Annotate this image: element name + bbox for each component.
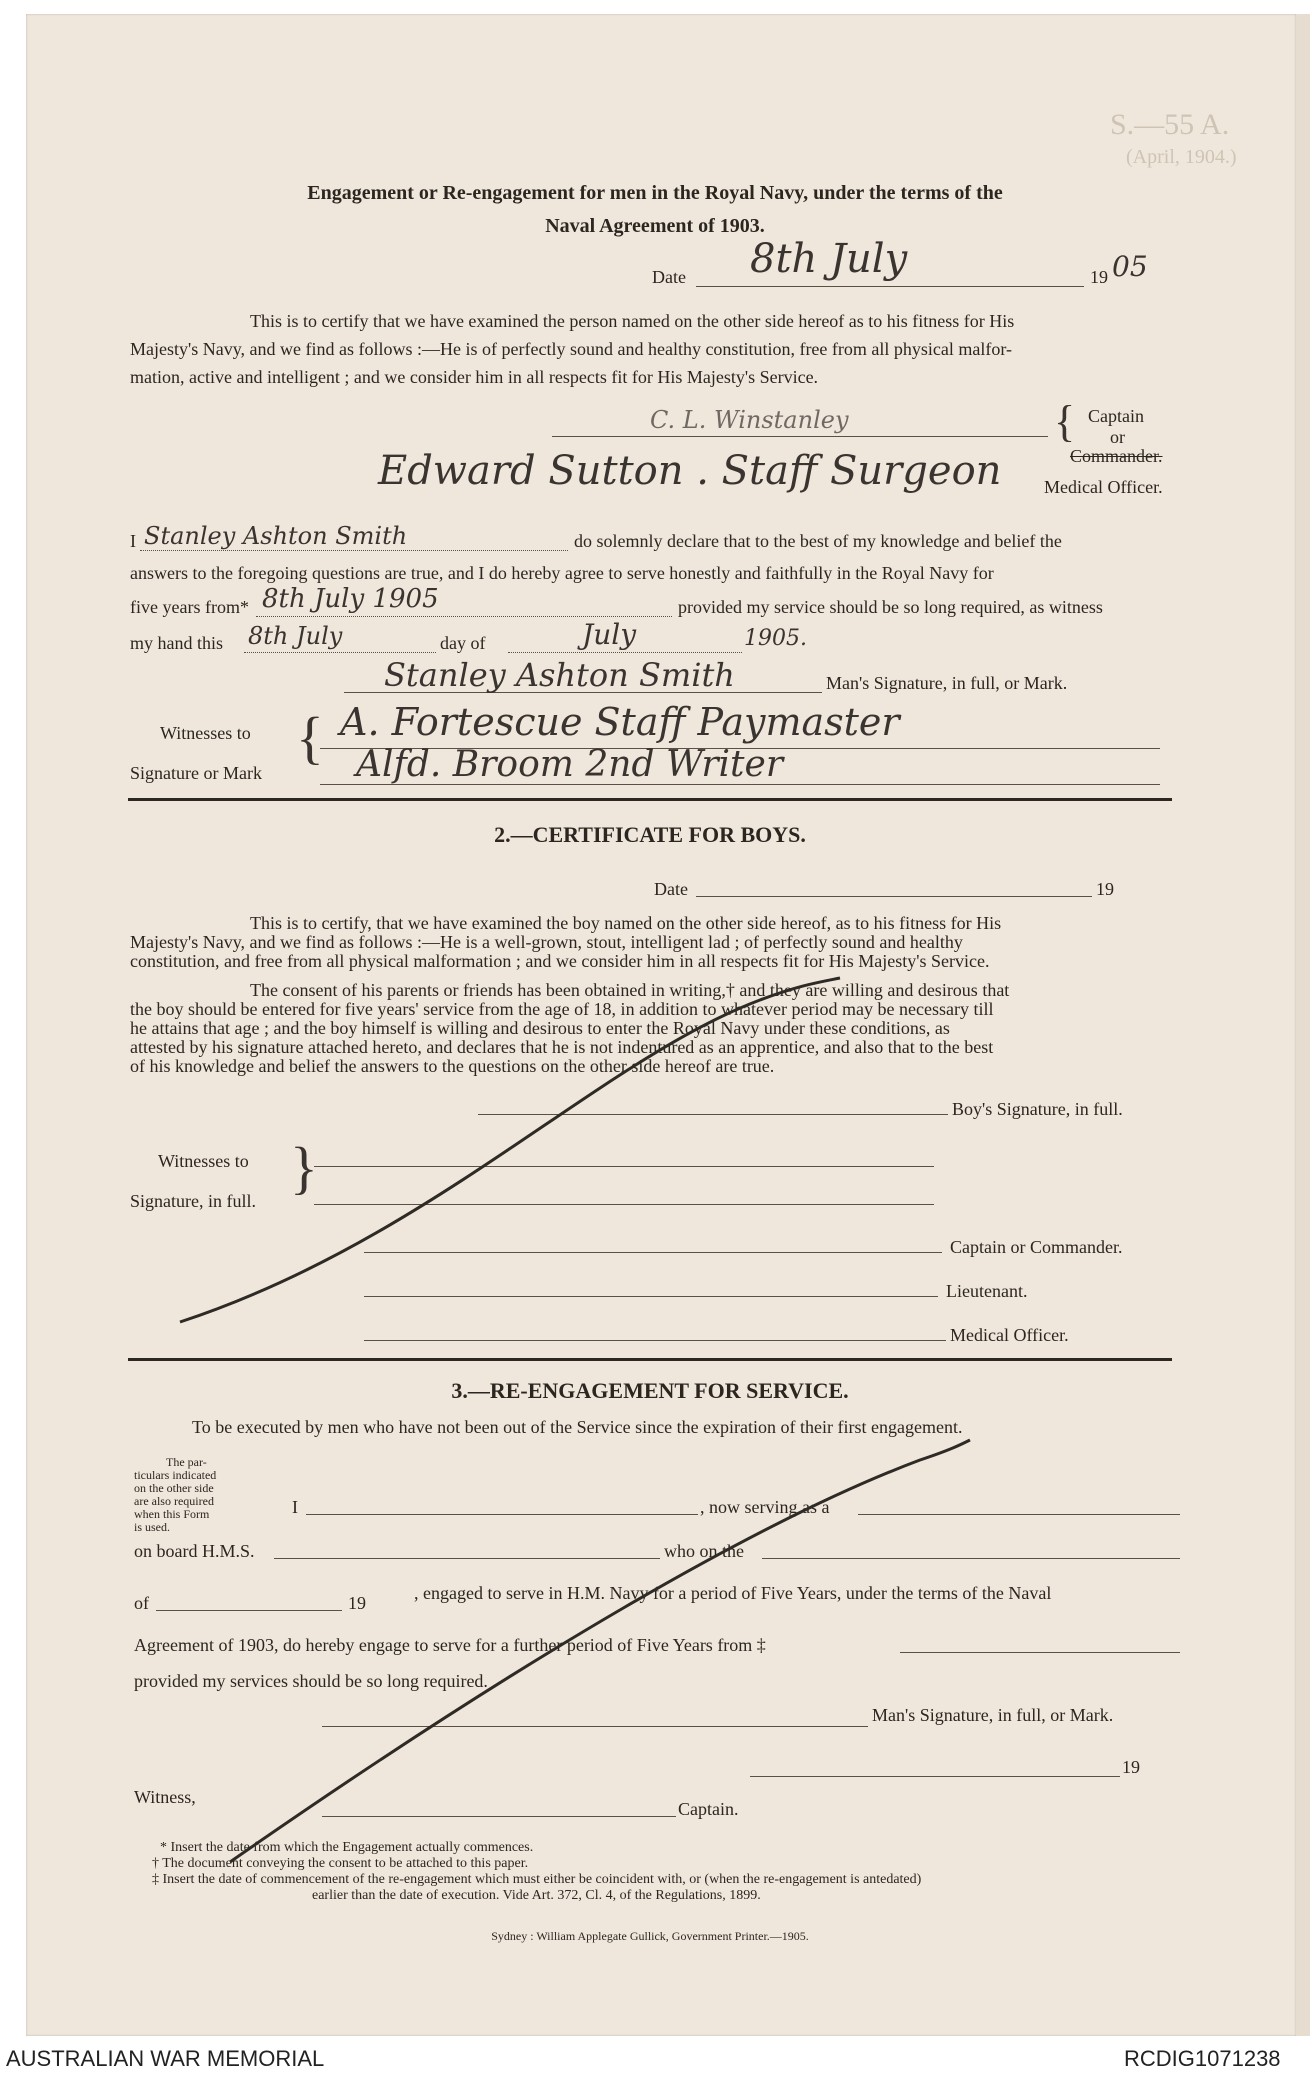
side-note-1: The par-: [166, 1455, 207, 1469]
date-handwritten: 8th July: [750, 236, 908, 282]
signature-or-mark-label: Signature or Mark: [130, 763, 262, 783]
footnote-3: ‡ Insert the date of commencement of the re-engagement which must either be coincident with, or (when the re-engagement is antedated): [152, 1872, 922, 1887]
boys-medical-label: Medical Officer.: [950, 1325, 1069, 1345]
footnote-1: * Insert the date from which the Engagement actually commences.: [160, 1840, 534, 1855]
boys-captain-label: Captain or Commander.: [950, 1237, 1123, 1257]
witness2-signature: Alfd. Broom 2nd Writer: [356, 744, 784, 785]
witness1-signature: A. Fortescue Staff Paymaster: [340, 700, 900, 744]
witnesses-brace: {: [296, 705, 324, 770]
commander-label: Commander.: [1070, 446, 1163, 466]
boys-p1-l2: Majesty's Navy, and we find as follows :—He is a well-grown, stout, intelligent lad ; of perfectly sound and healthy: [130, 932, 963, 952]
of-label: of: [134, 1593, 149, 1613]
declaration-line1: do solemnly declare that to the best of my knowledge and belief the: [574, 531, 1062, 551]
men-para-line2: Majesty's Navy, and we find as follows :—He is of perfectly sound and healthy constitution, free from all physical malfor-: [130, 339, 1012, 359]
men-para-line1: This is to certify that we have examined the person named on the other side hereof as to his fitness for His: [250, 311, 1015, 331]
reengagement-heading: 3.—RE-ENGAGEMENT FOR SERVICE.: [451, 1378, 849, 1403]
reengage-cancel-stroke: [230, 1440, 970, 1862]
footnote-2: † The document conveying the consent to be attached to this paper.: [152, 1856, 529, 1871]
form-title-line1: Engagement or Re-engagement for men in the Royal Navy, under the terms of the: [307, 182, 1003, 204]
printer-imprint: Sydney : William Applegate Gullick, Government Printer.—1905.: [491, 1929, 809, 1943]
witness-label: Witness,: [134, 1787, 196, 1807]
agreement-text: Agreement of 1903, do hereby engage to serve for a further period of Five Years from ‡: [134, 1635, 766, 1655]
reengagement-intro: To be executed by men who have not been out of the Service since the expiration of their first engagement.: [192, 1417, 963, 1437]
footer-institution: AUSTRALIAN WAR MEMORIAL: [6, 2046, 325, 2071]
reengage-year-label: 19: [1122, 1757, 1140, 1777]
date-label: Date: [652, 267, 686, 287]
month-handwritten: July: [582, 618, 637, 651]
side-note-5: when this Form: [134, 1507, 210, 1521]
declaration-line2: answers to the foregoing questions are true, and I do hereby agree to serve honestly and faithfully in the Royal Navy for: [130, 563, 994, 583]
witnesses-label: Witnesses to: [160, 723, 251, 743]
boys-lieutenant-label: Lieutenant.: [946, 1281, 1028, 1301]
boys-p2-l2: the boy should be entered for five years' service from the age of 18, in addition to whatever period may be necessary till: [130, 999, 994, 1019]
provided-text: provided my services should be so long required.: [134, 1671, 488, 1691]
from-date-handwritten: 8th July 1905: [262, 584, 439, 614]
who-on-the-label: who on the: [664, 1541, 744, 1561]
boys-signature-full-label: Signature, in full.: [130, 1191, 256, 1211]
form-title-line2: Naval Agreement of 1903.: [545, 215, 765, 237]
boys-witnesses-label: Witnesses to: [158, 1151, 249, 1171]
boys-year-label: 19: [1096, 879, 1114, 899]
footer-record-id: RCDIG1071238: [1124, 2046, 1281, 2071]
corner-form-code: S.—55 A.: [1110, 108, 1230, 141]
side-note-3: on the other side: [134, 1481, 214, 1495]
man-signature: Stanley Ashton Smith: [384, 656, 735, 694]
day-of-label: day of: [440, 633, 486, 653]
boys-p2-l5: of his knowledge and belief the answers to the questions on the other side hereof are true.: [130, 1056, 775, 1076]
boys-p1-l3: constitution, and free from all physical malformation ; and we consider him in all respects fit for His Majesty's Service.: [130, 951, 990, 971]
engaged-text: , engaged to serve in H.M. Navy for a period of Five Years, under the terms of the Naval: [414, 1583, 1052, 1603]
side-note-2: ticulars indicated: [134, 1468, 217, 1482]
declaration-i: I: [130, 531, 136, 551]
hand-day-handwritten: 8th July: [248, 622, 343, 650]
or-label: or: [1110, 427, 1125, 447]
medical-officer-label: Medical Officer.: [1044, 477, 1163, 497]
year-suffix-handwritten: 05: [1112, 250, 1148, 283]
man-sig-label: Man's Signature, in full, or Mark.: [826, 673, 1068, 693]
reengage-captain-label: Captain.: [678, 1799, 739, 1819]
boy-sig-label: Boy's Signature, in full.: [952, 1099, 1123, 1119]
reengage-i: I: [292, 1497, 298, 1517]
year-prefix: 19: [1090, 267, 1108, 287]
captain-signature: C. L. Winstanley: [650, 406, 849, 434]
declaration-line3-rest: provided my service should be so long required, as witness: [678, 597, 1103, 617]
captain-label: Captain: [1088, 406, 1144, 426]
year-handwritten: 1905.: [744, 626, 807, 651]
boys-heading: 2.—CERTIFICATE FOR BOYS.: [494, 822, 806, 847]
reengage-man-sig-label: Man's Signature, in full, or Mark.: [872, 1705, 1114, 1725]
boys-cancel-stroke: [180, 978, 840, 1322]
boys-p2-l1: The consent of his parents or friends has been obtained in writing,† and they are willing and desirous that: [250, 980, 1010, 1000]
corner-form-date: (April, 1904.): [1126, 146, 1237, 168]
declaration-line3-start: five years from*: [130, 597, 249, 617]
on-board-label: on board H.M.S.: [134, 1541, 255, 1561]
boys-date-label: Date: [654, 879, 688, 899]
boys-p2-l4: attested by his signature attached hereto, and declares that he is not indentured as an apprentice, and also that to the best: [130, 1037, 994, 1057]
year-19-label: 19: [348, 1593, 366, 1613]
declaration-line4-start: my hand this: [130, 633, 223, 653]
boys-witnesses-brace: }: [290, 1135, 318, 1200]
side-note-6: is used.: [134, 1520, 170, 1534]
footnote-4: earlier than the date of execution. Vide Art. 372, Cl. 4, of the Regulations, 1899.: [312, 1888, 761, 1903]
side-note-4: are also required: [134, 1494, 214, 1508]
now-serving-label: , now serving as a: [700, 1497, 830, 1517]
boys-p2-l3: he attains that age ; and the boy himself is willing and desirous to enter the Royal Navy under these conditions, as: [130, 1018, 950, 1038]
boys-p1-l1: This is to certify, that we have examined the boy named on the other side hereof, as to his fitness for His: [250, 913, 1002, 933]
men-para-line3: mation, active and intelligent ; and we consider him in all respects fit for His Majesty's Service.: [130, 367, 819, 387]
captain-brace: {: [1054, 397, 1076, 446]
declarant-name: Stanley Ashton Smith: [144, 522, 408, 550]
medical-officer-signature: Edward Sutton . Staff Surgeon: [378, 448, 1002, 494]
